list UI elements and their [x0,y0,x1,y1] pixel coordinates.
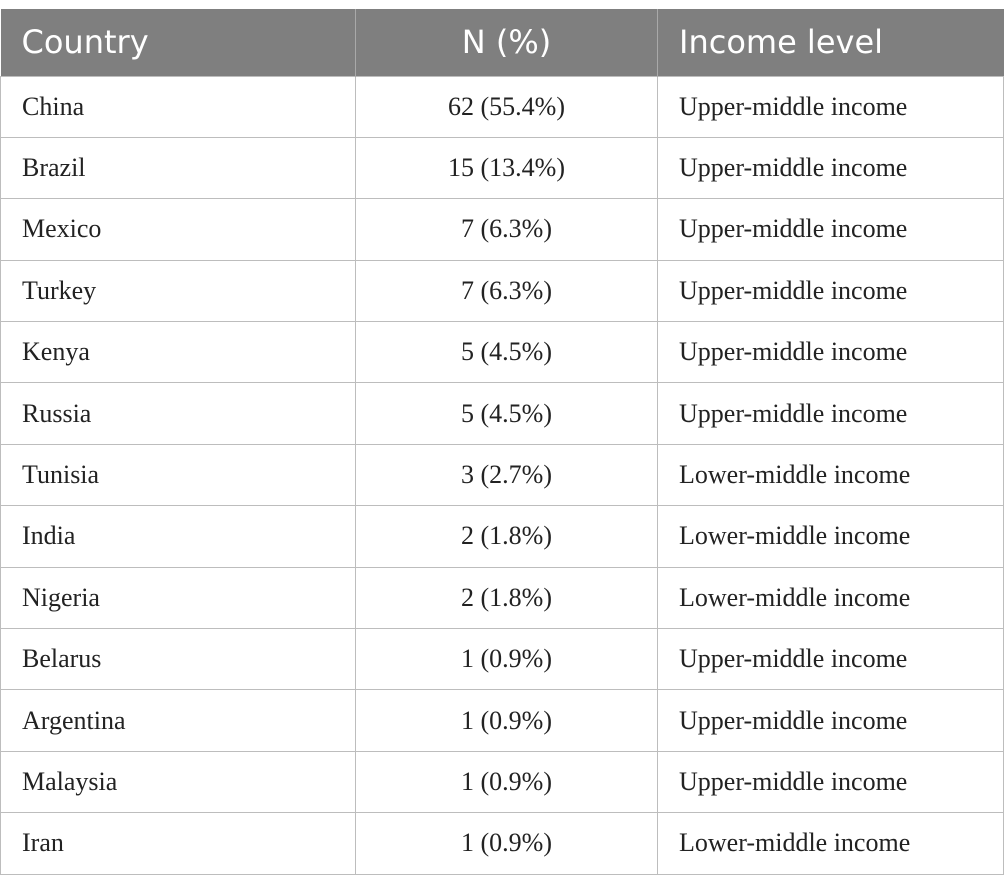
table-body [1,76,1004,874]
n-percent-cell: 15 (13.4%) [356,137,658,198]
table-header [1,9,1004,76]
table-row [1,506,1004,567]
table-row [1,629,1004,690]
country-cell: Tunisia [1,444,356,505]
country-cell: Belarus [1,629,356,690]
income-level-cell: Upper-middle income [658,629,1004,690]
table-row [1,76,1004,137]
income-level-cell: Upper-middle income [658,260,1004,321]
n-percent-cell: 1 (0.9%) [356,690,658,751]
table-row [1,751,1004,812]
income-level-cell: Lower-middle income [658,813,1004,874]
n-percent-cell: 2 (1.8%) [356,506,658,567]
income-level-cell: Upper-middle income [658,199,1004,260]
income-level-cell: Upper-middle income [658,690,1004,751]
income-level-cell: Upper-middle income [658,751,1004,812]
country-cell: Iran [1,813,356,874]
income-level-cell: Lower-middle income [658,567,1004,628]
header-n-percent: N (%) [356,9,658,76]
country-cell: Kenya [1,322,356,383]
n-percent-cell: 7 (6.3%) [356,199,658,260]
n-percent-cell: 5 (4.5%) [356,383,658,444]
income-level-cell: Lower-middle income [658,506,1004,567]
n-percent-cell: 2 (1.8%) [356,567,658,628]
table-row [1,567,1004,628]
header-income-level: Income level [679,23,884,62]
country-cell: Malaysia [1,751,356,812]
table-row [1,690,1004,751]
table-row [1,260,1004,321]
country-cell: China [1,76,356,137]
income-level-cell: Lower-middle income [658,444,1004,505]
table-row [1,199,1004,260]
country-cell: Brazil [1,137,356,198]
table-row [1,322,1004,383]
country-income-table-container [0,9,1003,875]
n-percent-cell: 7 (6.3%) [356,260,658,321]
country-income-table [0,9,1004,875]
n-percent-cell: 3 (2.7%) [356,444,658,505]
country-cell: Mexico [1,199,356,260]
table-row [1,813,1004,874]
n-percent-cell: 5 (4.5%) [356,322,658,383]
country-cell: Turkey [1,260,356,321]
country-cell: Nigeria [1,567,356,628]
table-row [1,444,1004,505]
table-row [1,383,1004,444]
income-level-cell: Upper-middle income [658,383,1004,444]
table-row [1,137,1004,198]
header-row [1,9,1004,76]
country-cell: Argentina [1,690,356,751]
income-level-cell: Upper-middle income [658,76,1004,137]
n-percent-cell: 1 (0.9%) [356,751,658,812]
income-level-cell: Upper-middle income [658,322,1004,383]
header-country: Country [1,9,356,76]
country-cell: Russia [1,383,356,444]
n-percent-cell: 1 (0.9%) [356,813,658,874]
n-percent-cell: 62 (55.4%) [356,76,658,137]
n-percent-cell: 1 (0.9%) [356,629,658,690]
income-level-cell: Upper-middle income [658,137,1004,198]
country-cell: India [1,506,356,567]
